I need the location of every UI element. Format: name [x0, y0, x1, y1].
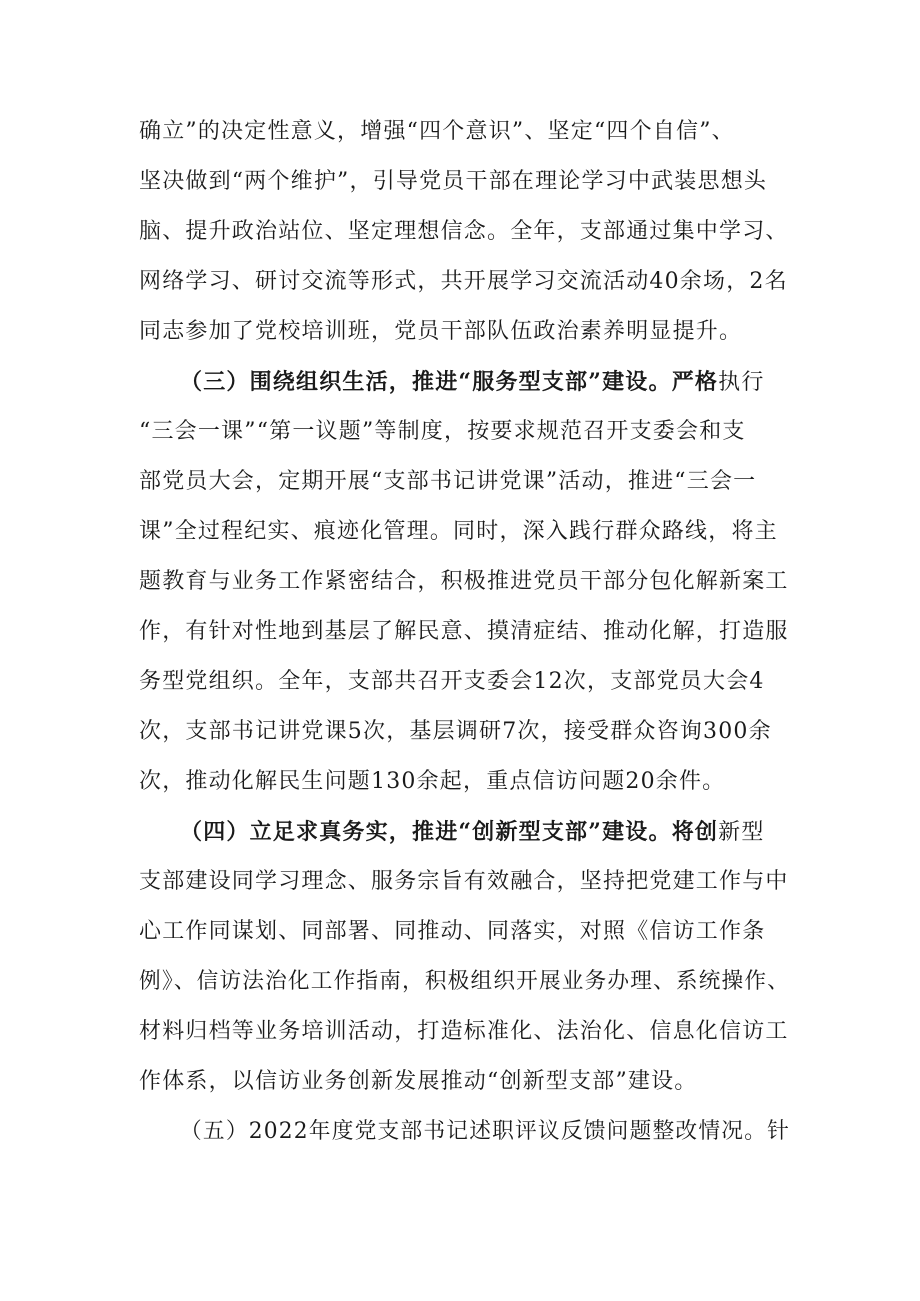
- paragraph-line: 心工作同谋划、同部署、同推动、同落实，对照《信访工作条: [139, 919, 766, 944]
- paragraph-line: 网络学习、研讨交流等形式，共开展学习交流活动40余场，2名: [139, 269, 788, 294]
- paragraph-line: 作体系，以信访业务创新发展推动“创新型支部”建设。: [139, 1069, 698, 1094]
- paragraph-line: 同志参加了党校培训班，党员干部队伍政治素养明显提升。: [139, 319, 743, 344]
- paragraph-line: 课”全过程纪实、痕迹化管理。同时，深入践行群众路线，将主: [139, 519, 778, 544]
- paragraph-line: 支部建设同学习理念、服务宗旨有效融合，坚持把党建工作与中: [139, 869, 789, 894]
- paragraph-line: 作，有针对性地到基层了解民意、摸清症结、推动化解，打造服: [139, 619, 789, 644]
- paragraph-line: 务型党组织。全年，支部共召开支委会12次，支部党员大会4: [139, 669, 765, 694]
- paragraph-line: 部党员大会，定期开展“支部书记讲党课”活动，推进“三会一: [139, 469, 757, 494]
- section3-heading: （三）围绕组织生活，推进“服务型支部”建设。严格: [180, 369, 719, 395]
- paragraph-line: 确立”的决定性意义，增强“四个意识”、坚定“四个自信”、: [139, 119, 735, 144]
- section3-heading-line: [0, 367, 920, 397]
- paragraph-line: 例》、信访法治化工作指南，积极组织开展业务办理、系统操作、: [139, 969, 790, 994]
- section4-heading-rest: 新型: [718, 820, 765, 845]
- paragraph-line: 脑、提升政治站位、坚定理想信念。全年，支部通过集中学习、: [139, 219, 789, 244]
- section5-first-line: （五）2022年度党支部书记述职评议反馈问题整改情况。针: [180, 1119, 790, 1144]
- paragraph-line: 题教育与业务工作紧密结合，积极推进党员干部分包化解新案工: [139, 569, 789, 594]
- paragraph-line: 次，支部书记讲党课5次，基层调研7次，接受群众咨询300余: [139, 719, 772, 744]
- section4-heading-line: [0, 817, 920, 847]
- paragraph-line: 次，推动化解民生问题130余起，重点信访问题20余件。: [139, 769, 726, 794]
- section3-heading-rest: 执行: [718, 370, 765, 395]
- paragraph-line: 材料归档等业务培训活动，打造标准化、法治化、信息化信访工: [139, 1019, 789, 1044]
- section5-heading-line: [2, 1117, 911, 1147]
- paragraph-line: 坚决做到“两个维护”，引导党员干部在理论学习中武装思想头: [139, 169, 768, 194]
- section4-heading: （四）立足求真务实，推进“创新型支部”建设。将创: [180, 819, 719, 845]
- paragraph-line: “三会一课”“第一议题”等制度，按要求规范召开支委会和支: [139, 419, 746, 444]
